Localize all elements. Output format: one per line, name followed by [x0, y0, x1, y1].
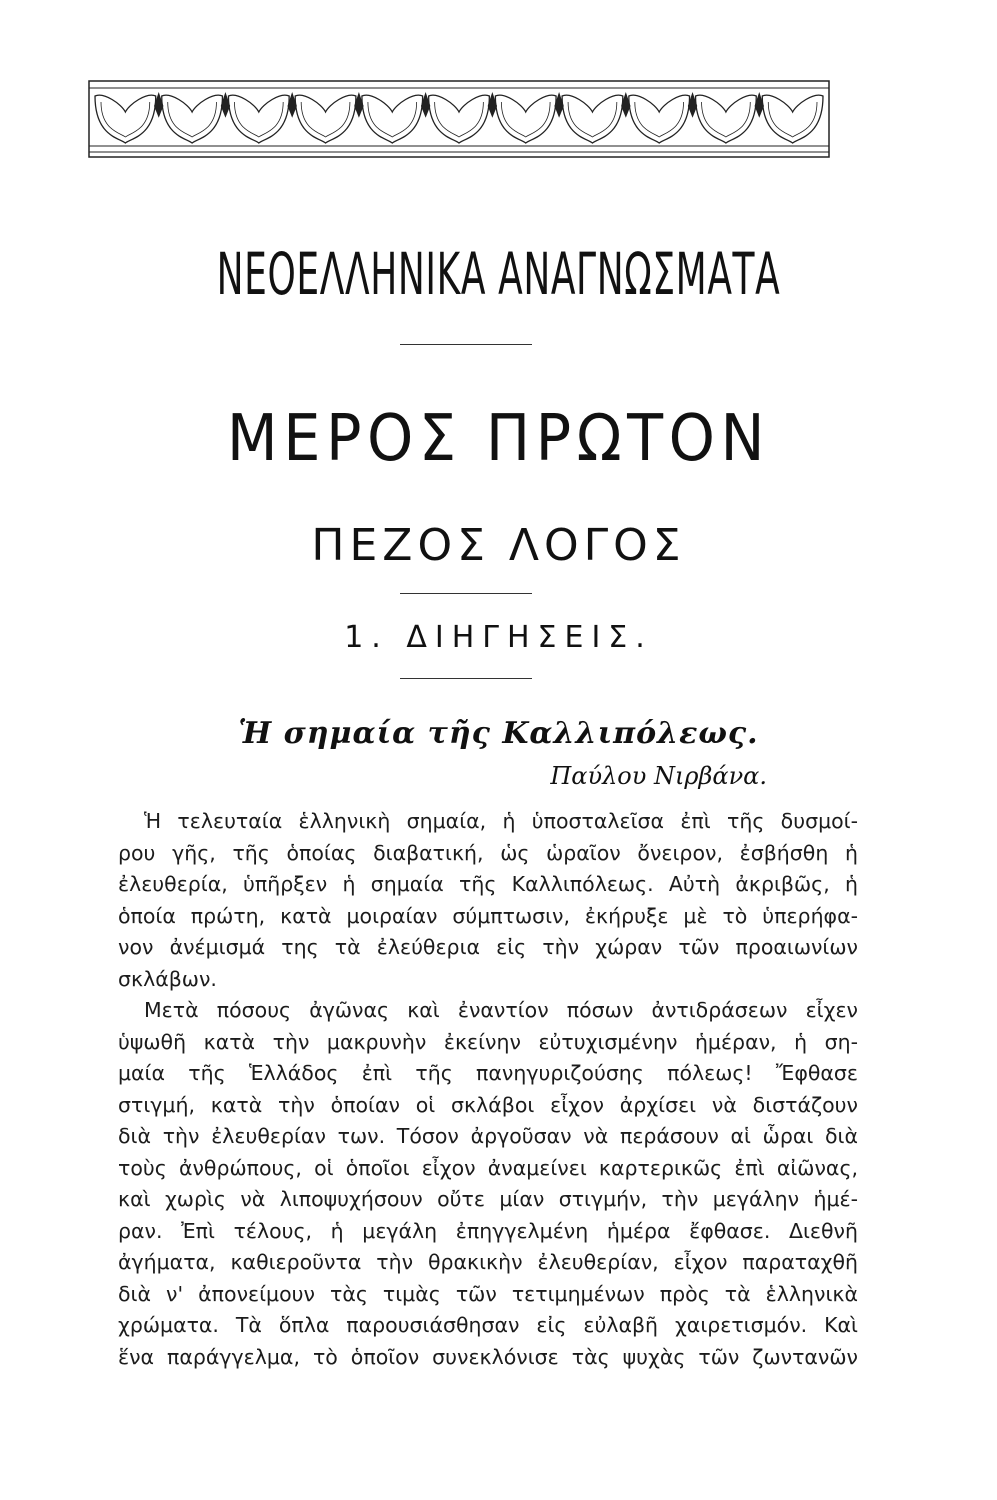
ornament-arch-inner — [234, 102, 283, 137]
story-title: Ἡ σημαία τῆς Καλλιπόλεως. — [238, 716, 759, 751]
text-line: σκλάβων. — [118, 966, 217, 991]
text-line: ὑψωθῆ κατὰ τὴν μακρυνὴν ἐκείνην εὐτυχισμένην ἡμέραν, ἡ ση- — [118, 1029, 858, 1054]
text-line: ἕνα παράγγελμα, τὸ ὁποῖον συνεκλόνισε τὰς ψυχὰς τῶν ζωντανῶν — [118, 1344, 858, 1369]
ornament-graphic — [88, 80, 830, 158]
divider — [400, 593, 532, 594]
section-heading: ΠΕΖΟΣ ΛΟΓΟΣ — [311, 520, 686, 571]
text-line: τοὺς ἀνθρώπους, οἱ ὁποῖοι εἶχον ἀναμείνει καρτερικῶς ἐπὶ αἰῶνας, — [118, 1155, 858, 1180]
ornament-arch-inner — [101, 102, 150, 137]
ornament-arch-inner — [301, 102, 350, 137]
ornament-arch-inner — [501, 102, 550, 137]
ornament-arch-inner — [635, 102, 684, 137]
text-line: Μετὰ πόσους ἀγῶνας καὶ ἐναντίον πόσων ἀντιδράσεων εἶχεν — [144, 998, 858, 1022]
text-line: διὰ τὴν ἐλευθερίαν των. Τόσον ἀργοῦσαν νὰ περάσουν αἱ ὧραι διὰ — [118, 1124, 858, 1148]
ornament-arch-inner — [768, 102, 817, 137]
story-author: Παύλου Νιρβάνα. — [550, 762, 767, 790]
ornament-arch-inner — [568, 102, 617, 137]
paragraph — [118, 995, 858, 1373]
text-line: καὶ χωρὶς νὰ λιποψυχήσουν οὔτε μίαν στιγμήν, τὴν μεγάλην ἡμέ- — [118, 1187, 858, 1211]
part-heading: ΜΕΡΟΣ ΠΡΩΤΟΝ — [226, 402, 771, 476]
divider — [400, 678, 532, 679]
text-line: Ἡ τελευταία ἑλληνικὴ σημαία, ἡ ὑποσταλεῖσα ἐπὶ τῆς δυσμοί- — [144, 809, 858, 833]
ornament-arch-inner — [435, 102, 484, 137]
divider — [400, 344, 532, 345]
story-body — [118, 806, 858, 1373]
text-line: νον ἀνέμισμά της τὰ ἐλεύθερια εἰς τὴν χώραν τῶν προαιωνίων — [118, 935, 858, 959]
subsection-heading: 1. ΔΙΗΓΗΣΕΙΣ. — [344, 620, 653, 655]
text-line: ρου γῆς, τῆς ὁποίας διαβατική, ὡς ὡραῖον ὄνειρον, ἐσβήσθη ἡ — [118, 840, 858, 865]
ornamental-headpiece — [88, 80, 830, 158]
text-line: ραν. Ἐπὶ τέλους, ἡ μεγάλη ἐπηγγελμένη ἡμέρα ἔφθασε. Διεθνῆ — [118, 1218, 858, 1243]
text-line: στιγμή, κατὰ τὴν ὁποίαν οἱ σκλάβοι εἶχον ἀρχίσει νὰ διστάζουν — [118, 1092, 858, 1117]
ornament-arch-inner — [168, 102, 217, 137]
book-title: ΝΕΟΕΛΛΗΝΙΚΑ ΑΝΑΓΝΩΣΜΑΤΑ — [216, 240, 781, 308]
ornament-arch-inner — [702, 102, 751, 137]
text-line: ὁποία πρώτη, κατὰ μοιραίαν σύμπτωσιν, ἐκήρυξε μὲ τὸ ὑπερήφα- — [118, 903, 858, 928]
paragraph — [118, 806, 858, 995]
ornament-arch-inner — [368, 102, 417, 137]
text-line: μαία τῆς Ἑλλάδος ἐπὶ τῆς πανηγυριζούσης πόλεως! Ἔφθασε — [118, 1061, 858, 1085]
text-line: διὰ ν' ἀπονείμουν τὰς τιμὰς τῶν τετιμημένων πρὸς τὰ ἑλληνικὰ — [118, 1281, 858, 1306]
text-line: ἐλευθερία, ὑπῆρξεν ἡ σημαία τῆς Καλλιπόλεως. Αὐτὴ ἀκριβῶς, ἡ — [118, 872, 858, 896]
text-line: ἀγήματα, καθιεροῦντα τὴν θρακικὴν ἐλευθερίαν, εἶχον παραταχθῆ — [118, 1250, 858, 1274]
text-line: χρώματα. Τὰ ὅπλα παρουσιάσθησαν εἰς εὐλαβῆ χαιρετισμόν. Καὶ — [118, 1313, 858, 1337]
